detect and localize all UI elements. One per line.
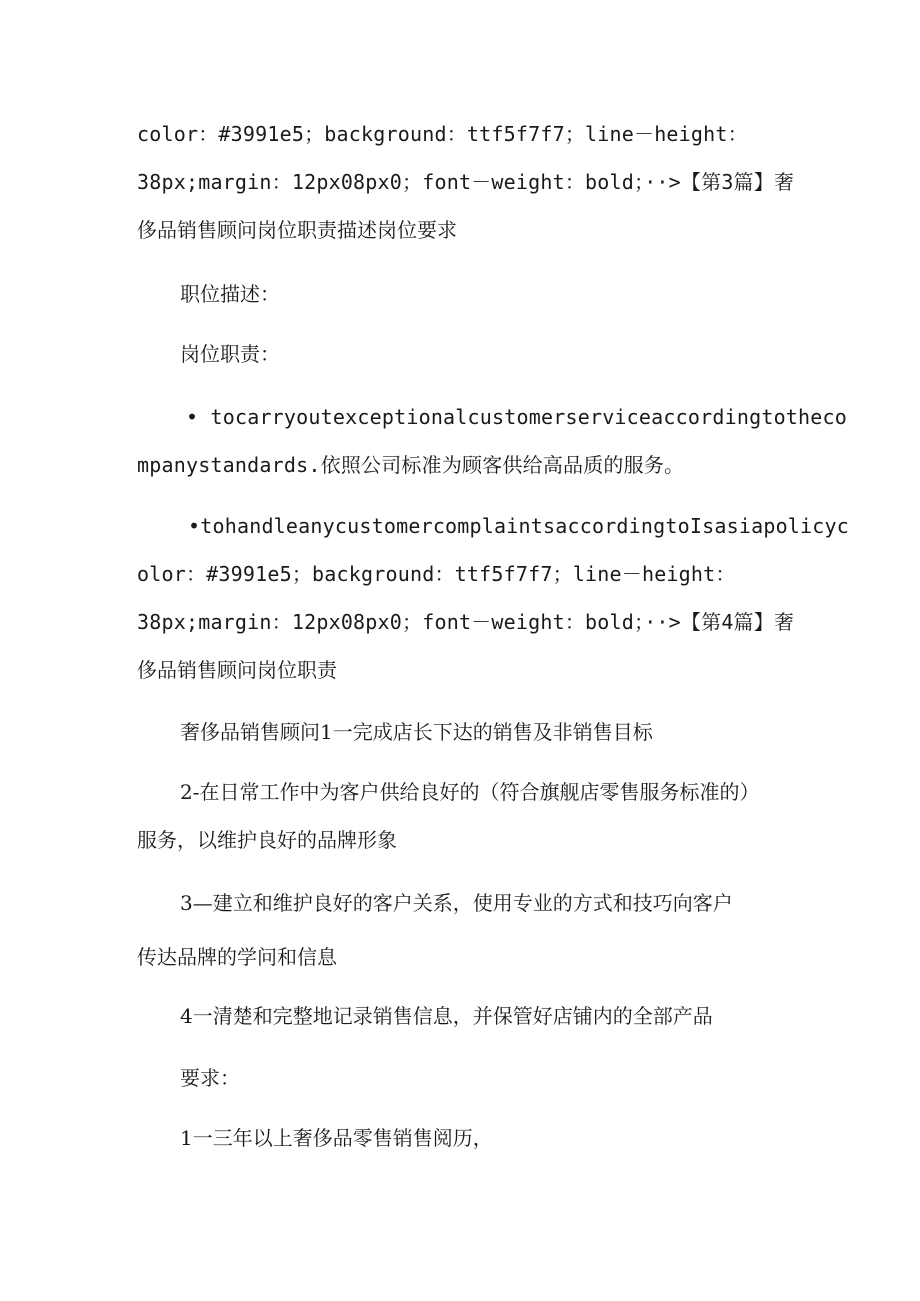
bullet-item: • tocarryoutexceptionalcustomerserviceaccordingtotheco bbox=[186, 405, 848, 429]
text-line: 侈品销售顾问岗位职责 bbox=[137, 658, 337, 682]
text-line: 侈品销售顾问岗位职责描述岗位要求 bbox=[137, 218, 457, 242]
text-line: mpanystandards.依照公司标准为顾客供给高品质的服务。 bbox=[137, 453, 685, 477]
text-line: color：#3991e5；background：ttf5f7f7；line－height： bbox=[137, 122, 748, 146]
duty-item: 2-在日常工作中为客户供给良好的（符合旗舰店零售服务标准的） bbox=[180, 780, 760, 804]
section-heading: 岗位职责： bbox=[180, 342, 280, 366]
text-line: 传达品牌的学问和信息 bbox=[137, 945, 337, 969]
text-line: olor：#3991e5；background：ttf5f7f7；line－height： bbox=[137, 562, 736, 586]
duty-item: 奢侈品销售顾问1一完成店长下达的销售及非销售目标 bbox=[180, 720, 653, 744]
text-line: 服务，以维护良好的品牌形象 bbox=[137, 828, 397, 852]
text-line: 38px;margin：12px08px0；font－weight：bold；··>【第3篇】奢 bbox=[137, 170, 795, 194]
section-heading: 职位描述： bbox=[180, 282, 280, 306]
text-line: 38px;margin：12px08px0；font－weight：bold；··>【第4篇】奢 bbox=[137, 610, 795, 634]
section-heading: 要求： bbox=[180, 1066, 240, 1090]
duty-item: 4一清楚和完整地记录销售信息，并保管好店铺内的全部产品 bbox=[180, 1004, 713, 1028]
duty-item: 3—建立和维护良好的客户关系，使用专业的方式和技巧向客户 bbox=[180, 891, 733, 915]
bullet-item: •tohandleanycustomercomplaintsaccordingtoIsasiapolicyc bbox=[188, 514, 850, 538]
requirement-item: 1一三年以上奢侈品零售销售阅历， bbox=[180, 1126, 493, 1150]
